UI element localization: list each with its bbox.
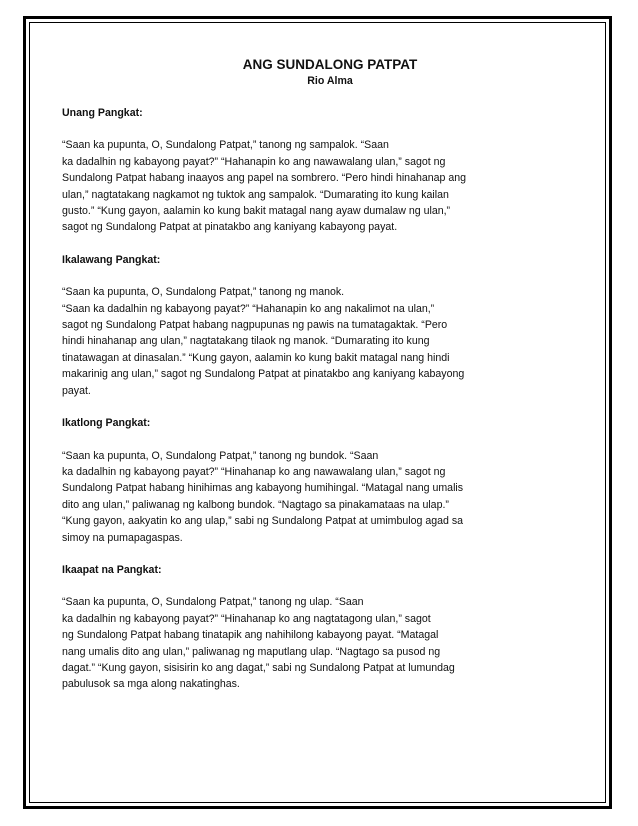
paragraph-line: “Saan ka pupunta, O, Sundalong Patpat,” tanong ng ulap. “Saan bbox=[62, 596, 364, 609]
spacer bbox=[62, 121, 502, 137]
section-paragraph bbox=[62, 137, 502, 235]
paragraph-line: tinatawagan at dinasalan.” “Kung gayon, aalamin ko kung bakit matagal nang hindi bbox=[62, 351, 450, 364]
paragraph-line: gusto.” “Kung gayon, aalamin ko kung bakit matagal nang ayaw dumalaw ng ulan,” bbox=[62, 205, 451, 218]
paragraph-line: payat. bbox=[62, 384, 91, 397]
spacer bbox=[62, 236, 502, 252]
spacer bbox=[62, 268, 502, 284]
paragraph-line: ng Sundalong Patpat habang tinatapik ang nahihilong kabayong payat. “Matagal bbox=[62, 629, 439, 642]
section-ikaapat-na-pangkat bbox=[62, 562, 502, 693]
section-heading: Ikatlong Pangkat: bbox=[62, 417, 151, 430]
spacer bbox=[62, 546, 502, 562]
spacer bbox=[62, 399, 502, 415]
paragraph-line: “Saan ka pupunta, O, Sundalong Patpat,” tanong ng manok. bbox=[62, 286, 345, 299]
paragraph-line: dagat.” “Kung gayon, sisisirin ko ang dagat,” sabi ng Sundalong Patpat at lumundag bbox=[62, 661, 455, 674]
paragraph-line: ulan,” nagtatakang nagkamot ng tuktok ang sampalok. “Dumarating ito kung kailan bbox=[62, 188, 449, 201]
paragraph-line: sagot ng Sundalong Patpat at pinatakbo ang kaniyang kabayong payat. bbox=[62, 221, 398, 234]
section-paragraph bbox=[62, 448, 502, 546]
spacer bbox=[62, 578, 502, 594]
paragraph-line: hindi hinahanap ang ulan,” nagtatakang tilaok ng manok. “Dumarating ito kung bbox=[62, 335, 430, 348]
section-unang-pangkat bbox=[62, 105, 502, 236]
paragraph-line: dito ang ulan,” paliwanag ng kalbong bundok. “Nagtago sa pinakamataas na ulap.” bbox=[62, 498, 449, 511]
paragraph-line: Sundalong Patpat habang inaayos ang papel na sombrero. “Pero hindi hinahanap ang bbox=[62, 172, 467, 185]
section-ikatlong-pangkat bbox=[62, 415, 502, 546]
document-body bbox=[62, 56, 502, 693]
section-heading: Ikaapat na Pangkat: bbox=[62, 563, 162, 576]
document-author: Rio Alma bbox=[307, 75, 353, 87]
paragraph-line: ka dadalhin ng kabayong payat?” “Hinahanap ko ang nagtatagong ulan,” sagot bbox=[62, 612, 431, 625]
paragraph-line: makarinig ang ulan,” sagot ng Sundalong Patpat at pinatakbo ang kaniyang kabayong bbox=[62, 368, 465, 381]
paragraph-line: ka dadalhin ng kabayong payat?” “Hinahanap ko ang nawawalang ulan,” sagot ng bbox=[62, 465, 446, 478]
spacer bbox=[62, 432, 502, 448]
paragraph-line: “Saan ka dadalhin ng kabayong payat?” “Hahanapin ko ang nakalimot na ulan,” bbox=[62, 302, 435, 315]
paragraph-line: “Saan ka pupunta, O, Sundalong Patpat,” tanong ng bundok. “Saan bbox=[62, 449, 379, 462]
paragraph-line: Sundalong Patpat habang hinihimas ang kabayong humihingal. “Matagal nang umalis bbox=[62, 482, 464, 495]
paragraph-line: ka dadalhin ng kabayong payat?” “Hahanapin ko ang nawawalang ulan,” sagot ng bbox=[62, 155, 446, 168]
section-paragraph bbox=[62, 594, 502, 692]
paragraph-line: “Kung gayon, aakyatin ko ang ulap,” sabi ng Sundalong Patpat at umimbulog agad sa bbox=[62, 515, 464, 528]
spacer bbox=[62, 88, 502, 105]
section-ikalawang-pangkat bbox=[62, 252, 502, 399]
section-heading: Unang Pangkat: bbox=[62, 107, 143, 119]
section-paragraph bbox=[62, 284, 502, 399]
document-title: ANG SUNDALONG PATPAT bbox=[242, 57, 418, 72]
paragraph-line: simoy na pumapagaspas. bbox=[62, 531, 183, 544]
paragraph-line: nang umalis dito ang ulan,” paliwanag ng maputlang ulap. “Nagtago sa pusod ng bbox=[62, 645, 441, 658]
section-heading: Ikalawang Pangkat: bbox=[62, 253, 161, 266]
paragraph-line: pabulusok sa mga along nakatinghas. bbox=[62, 678, 240, 691]
paragraph-line: sagot ng Sundalong Patpat habang nagpupunas ng pawis na tumatagaktak. “Pero bbox=[62, 319, 448, 332]
paragraph-line: “Saan ka pupunta, O, Sundalong Patpat,” tanong ng sampalok. “Saan bbox=[62, 139, 389, 152]
